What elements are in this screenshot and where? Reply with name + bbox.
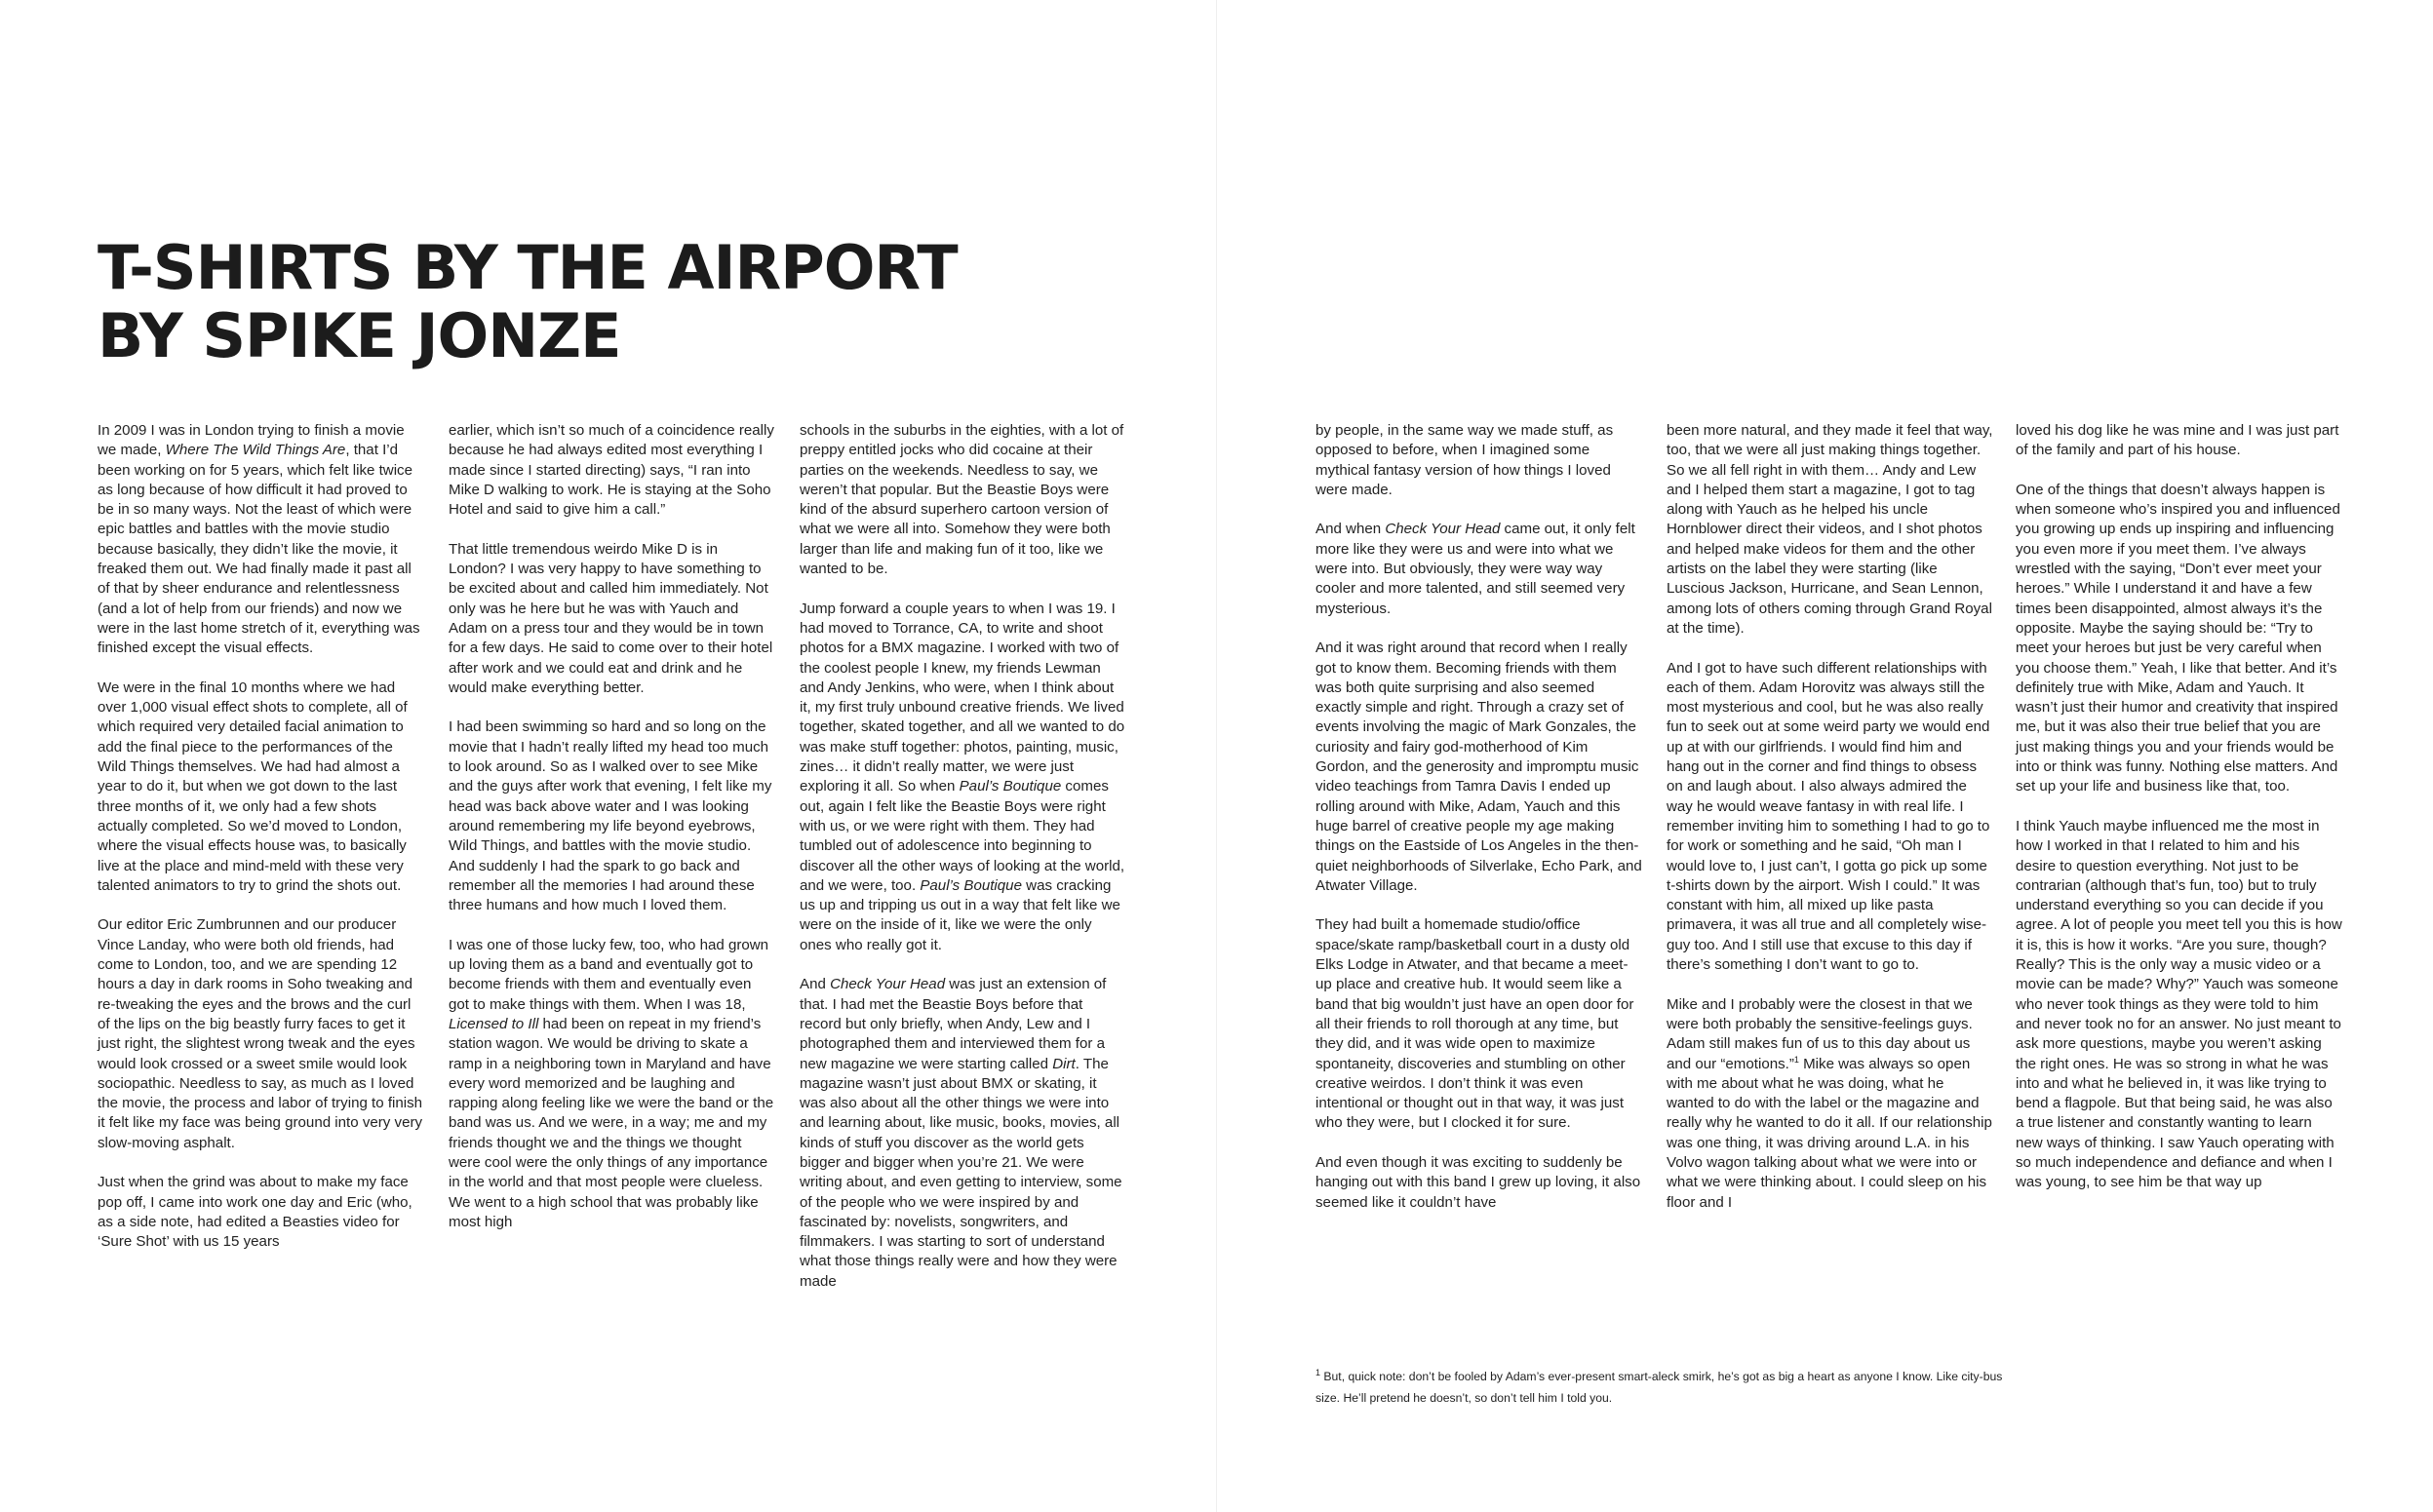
body-paragraph: And when Check Your Head came out, it only felt more like they were us and were into what we were into. But obviously, they were way way cooler and more talented, and still seemed very mysterious. <box>1315 521 1635 617</box>
text-column-4 <box>1315 421 1642 1213</box>
body-paragraph: by people, in the same way we made stuff, as opposed to before, when I imagined some mythical fantasy version of how things I loved were made. <box>1315 422 1614 498</box>
footnote <box>1315 1366 2008 1409</box>
body-paragraph: loved his dog like he was mine and I was just part of the family and part of his house. <box>2016 422 2339 459</box>
italic-title: Paul’s Boutique <box>959 778 1062 795</box>
body-paragraph: earlier, which isn’t so much of a coincidence really because he had always edited most everything I made since I started directing) says, “I ran into Mike D walking to work. He is staying at the Soho Hotel and said to give him a call.” <box>449 422 774 519</box>
article-headline <box>98 234 958 370</box>
headline-line-1: T-SHIRTS BY THE AIRPORT <box>98 232 958 303</box>
italic-title: Check Your Head <box>1385 521 1501 538</box>
body-paragraph: Jump forward a couple years to when I was 19. I had moved to Torrance, CA, to write and shoot photos for a BMX magazine. I worked with two of the coolest people I knew, my friends Lewman and Andy Jenkins, who were, when I think about it, my first truly unbound creative friends. We lived together, skated together, and all we wanted to do was make stuff together: photos, painting, music, zines… it didn’t really matter, we were just exploring it all. So when Paul’s Boutique comes out, again I felt like the Beastie Boys were right with us, or we were right with them. They had tumbled out of adolescence into beginning to discover all the other ways of looking at the world, and we were, too. Paul’s Boutique was cracking us up and tripping us out in a way that felt like we were on the inside of it, like we were the only ones who really got it. <box>800 600 1125 953</box>
body-paragraph: Just when the grind was about to make my face pop off, I came into work one day and Eric (who, as a side note, had edited a Beasties video for ‘Sure Shot’ with us 15 years <box>98 1174 412 1251</box>
italic-title: Check Your Head <box>830 976 946 993</box>
body-paragraph: Mike and I probably were the closest in that we were both probably the sensitive-feelings guys. Adam still makes fun of us to this day about us and our “emotions.”$^1$ Mike was always so open with me about what he was doing, what he wanted to do with the label or the magazine and really why he wanted to do it all. If our relationship was one thing, it was driving around L.A. in his Volvo wagon talking about what we were into or what we were thinking about. I could sleep on his floor and I <box>1667 995 1992 1211</box>
body-paragraph: We were in the final 10 months where we had over 1,000 visual effect shots to complete, all of which required very detailed facial animation to add the final piece to the performances of the Wild Things themselves. We had had almost a year to do it, but when we got down to the last three months of it, we only had a few shots actually completed. So we’d moved to London, where the visual effects house was, to basically live at the place and mind-meld with these very talented animators to try to grind the shots out. <box>98 678 408 894</box>
headline-line-2: BY SPIKE JONZE <box>98 300 621 371</box>
body-paragraph: I think Yauch maybe influenced me the most in how I worked in that I related to him and his desire to question everything. Not just to be contrarian (although that’s fun, too) but to truly understand everything so you can decide if you agree. A lot of people you meet tell you this is how it is, this is how it works. “Are you sure, though? Really? This is the only way a music video or a movie can be made? Why?” Yauch was someone who never took things as they were told to him and never took no for an answer. No just meant to ask more questions, maybe you weren’t asking the right ones. He was so strong in what he was into and what he believed in, it was like trying to bend a flagpole. But that being said, he was also a true listener and constantly wanting to learn new ways of thinking. I saw Yauch operating with so much independence and defiance and when I was young, to see him be that way up <box>2016 817 2342 1191</box>
page-gutter <box>1216 0 1217 1512</box>
body-paragraph: I was one of those lucky few, too, who had grown up loving them as a band and eventually got to become friends with them and eventually even got to make things with them. When I was 18, Licensed to Ill had been on repeat in my friend’s station wagon. We would be driving to skate a ramp in a neighboring town in Maryland and have every word memorized and be laughing and rapping along feeling like we were the band or the band was us. And we were, in a way; me and my friends thought we and the things we thought were cool were the only things of any importance in the world and that most people were clueless. We went to a high school that was probably like most high <box>449 936 774 1230</box>
body-paragraph: They had built a homemade studio/office space/skate ramp/basketball court in a dusty old Elks Lodge in Atwater, and that became a meet-up place and creative hub. It would seem like a band that big wouldn’t just have an open door for all their friends to roll thorough at any time, but they did, and it was wide open to maximize spontaneity, discoveries and stumbling on other creative weirdos. I don’t think it was even intentional or thought out in that way, it was just who they were, but I clocked it for sure. <box>1315 916 1634 1132</box>
italic-title: Licensed to Ill <box>449 1015 539 1032</box>
text-column-1 <box>98 421 424 1252</box>
footnote-reference: 1 <box>1793 1054 1799 1065</box>
body-paragraph: And even though it was exciting to suddenly be hanging out with this band I grew up loving, it also seemed like it couldn’t have <box>1315 1153 1641 1211</box>
body-paragraph: I had been swimming so hard and so long on the movie that I hadn’t really lifted my head too much to look around. So as I walked over to see Mike and the guys after work that evening, I felt like my head was back above water and I was looking around remembering my life beyond eyebrows, Wild Things, and battles with the movie studio. And suddenly I had the spark to go back and remember all the memories I had around these three humans and how much I loved them. <box>449 718 772 914</box>
body-paragraph: schools in the suburbs in the eighties, with a lot of preppy entitled jocks who did cocaine at their parties on the weekends. Needless to say, we weren’t that popular. But the Beastie Boys were kind of the absurd superhero cartoon version of what we were all into. Somehow they were both larger than life and making fun of it too, like we wanted to be. <box>800 422 1124 578</box>
text-column-2 <box>449 421 775 1232</box>
italic-title: Dirt <box>1052 1055 1076 1072</box>
italic-title: Where The Wild Things Are <box>165 442 346 459</box>
body-paragraph: That little tremendous weirdo Mike D is in London? I was very happy to have something to be excited about and called him immediately. Not only was he here but he was with Yauch and Adam on a press tour and they would be in town for a few days. He said to come over to their hotel after work and we could eat and drink and he would make everything better. <box>449 540 773 696</box>
body-paragraph: And I got to have such different relationships with each of them. Adam Horovitz was always still the most mysterious and cool, but he was also really fun to seek out at some weird party we would end up at with our girlfriends. I would find him and hang out in the corner and find things to obsess on and laugh about. I also always admired the way he would weave fantasy in with real life. I remember inviting him to something I had to go to for work or something and he said, “Oh man I would love to, I just can’t, I gotta go pick up some t-shirts down by the airport. Wish I could.” It was constant with him, all mixed up like pasta primavera, it was all true and all completely wise-guy too. And I still use that excuse to this day if there’s something I don’t want to go to. <box>1667 659 1990 974</box>
italic-title: Paul’s Boutique <box>920 876 1022 894</box>
text-column-3 <box>800 421 1126 1292</box>
body-paragraph: And Check Your Head was just an extension of that. I had met the Beastie Boys before that record but only briefly, when Andy, Lew and I photographed them and interviewed them for a new magazine we were starting called Dirt. The magazine wasn’t just about BMX or skating, it was also about all the other things we were into and learning about, like music, books, movies, all kinds of stuff you discover as the world gets bigger and bigger when you’re 21. We were writing about, and even getting to interview, some of the people who we were inspired by and fascinated by: novelists, songwriters, and filmmakers. I was starting to sort of understand what those things really were and how they were made <box>800 976 1122 1290</box>
text-column-5 <box>1667 421 1993 1213</box>
body-paragraph: In 2009 I was in London trying to finish a movie we made, Where The Wild Things Are, that I’d been working on for 5 years, which felt like twice as long because of how difficult it had proved to be in so many ways. Not the least of which were epic battles and battles with the movie studio because basically, they didn’t like the movie, it freaked them out. We had finally made it past all of that by sheer endurance and relentlessness (and a lot of help from our friends) and now we were in the last home stretch of it, everything was finished except the visual effects. <box>98 422 420 657</box>
body-paragraph: Our editor Eric Zumbrunnen and our producer Vince Landay, who were both old friends, had come to London, too, and we are spending 12 hours a day in dark rooms in Soho tweaking and re-tweaking the eyes and the brows and the curl of the lips on the big beastly furry faces to get it just right, the slightest wrong tweak and the eyes would look crossed or a sweet smile would look sociopathic. Needless to say, as much as I loved the movie, the process and labor of trying to finish it felt like my face was being ground into very very slow-moving asphalt. <box>98 916 423 1151</box>
footnote-marker: 1 <box>1315 1367 1321 1377</box>
text-column-6 <box>2016 421 2342 1193</box>
body-paragraph: been more natural, and they made it feel that way, too, that we were all just making things together. So we all fell right in with them… Andy and Lew and I helped them start a magazine, I got to tag along with Yauch as he helped his uncle Hornblower direct their videos, and I shot photos and helped make videos for them and the other artists on the label they were starting (like Luscious Jackson, Hurricane, and Sean Lennon, among lots of others coming through Grand Royal at the time). <box>1667 422 1993 637</box>
footnote-text: But, quick note: don’t be fooled by Adam’s ever-present smart-aleck smirk, he’s got as big a heart as anyone I know. Like city-bus size. He’ll pretend he doesn’t, so don’t tell him I told you. <box>1315 1370 2003 1405</box>
body-paragraph: And it was right around that record when I really got to know them. Becoming friends with them was both quite surprising and also seemed exactly simple and right. Through a crazy set of events involving the magic of Mark Gonzales, the curiosity and fairy god-motherhood of Kim Gordon, and the generosity and impromptu music video teachings from Tamra Davis I ended up rolling around with Mike, Adam, Yauch and this huge barrel of creative people my age making things on the Eastside of Los Angeles in the then-quiet neighborhoods of Silverlake, Echo Park, and Atwater Village. <box>1315 640 1642 894</box>
body-paragraph: One of the things that doesn’t always happen is when someone who’s inspired you and influenced you growing up ends up inspiring and influencing you even more if you meet them. I’ve always wrestled with the saying, “Don’t ever meet your heroes.” While I understand it and have a few times been disappointed, almost always it’s the opposite. Maybe the saying should be: “Try to meet your heroes but just be very careful when you choose them.” Yeah, I like that better. And it’s definitely true with Mike, Adam and Yauch. It wasn’t just their humor and creativity that inspired me, but it was also their true belief that you are just making things you and your friends would be into or think was funny. Nothing else matters. And set up your life and business like that, too. <box>2016 481 2340 795</box>
